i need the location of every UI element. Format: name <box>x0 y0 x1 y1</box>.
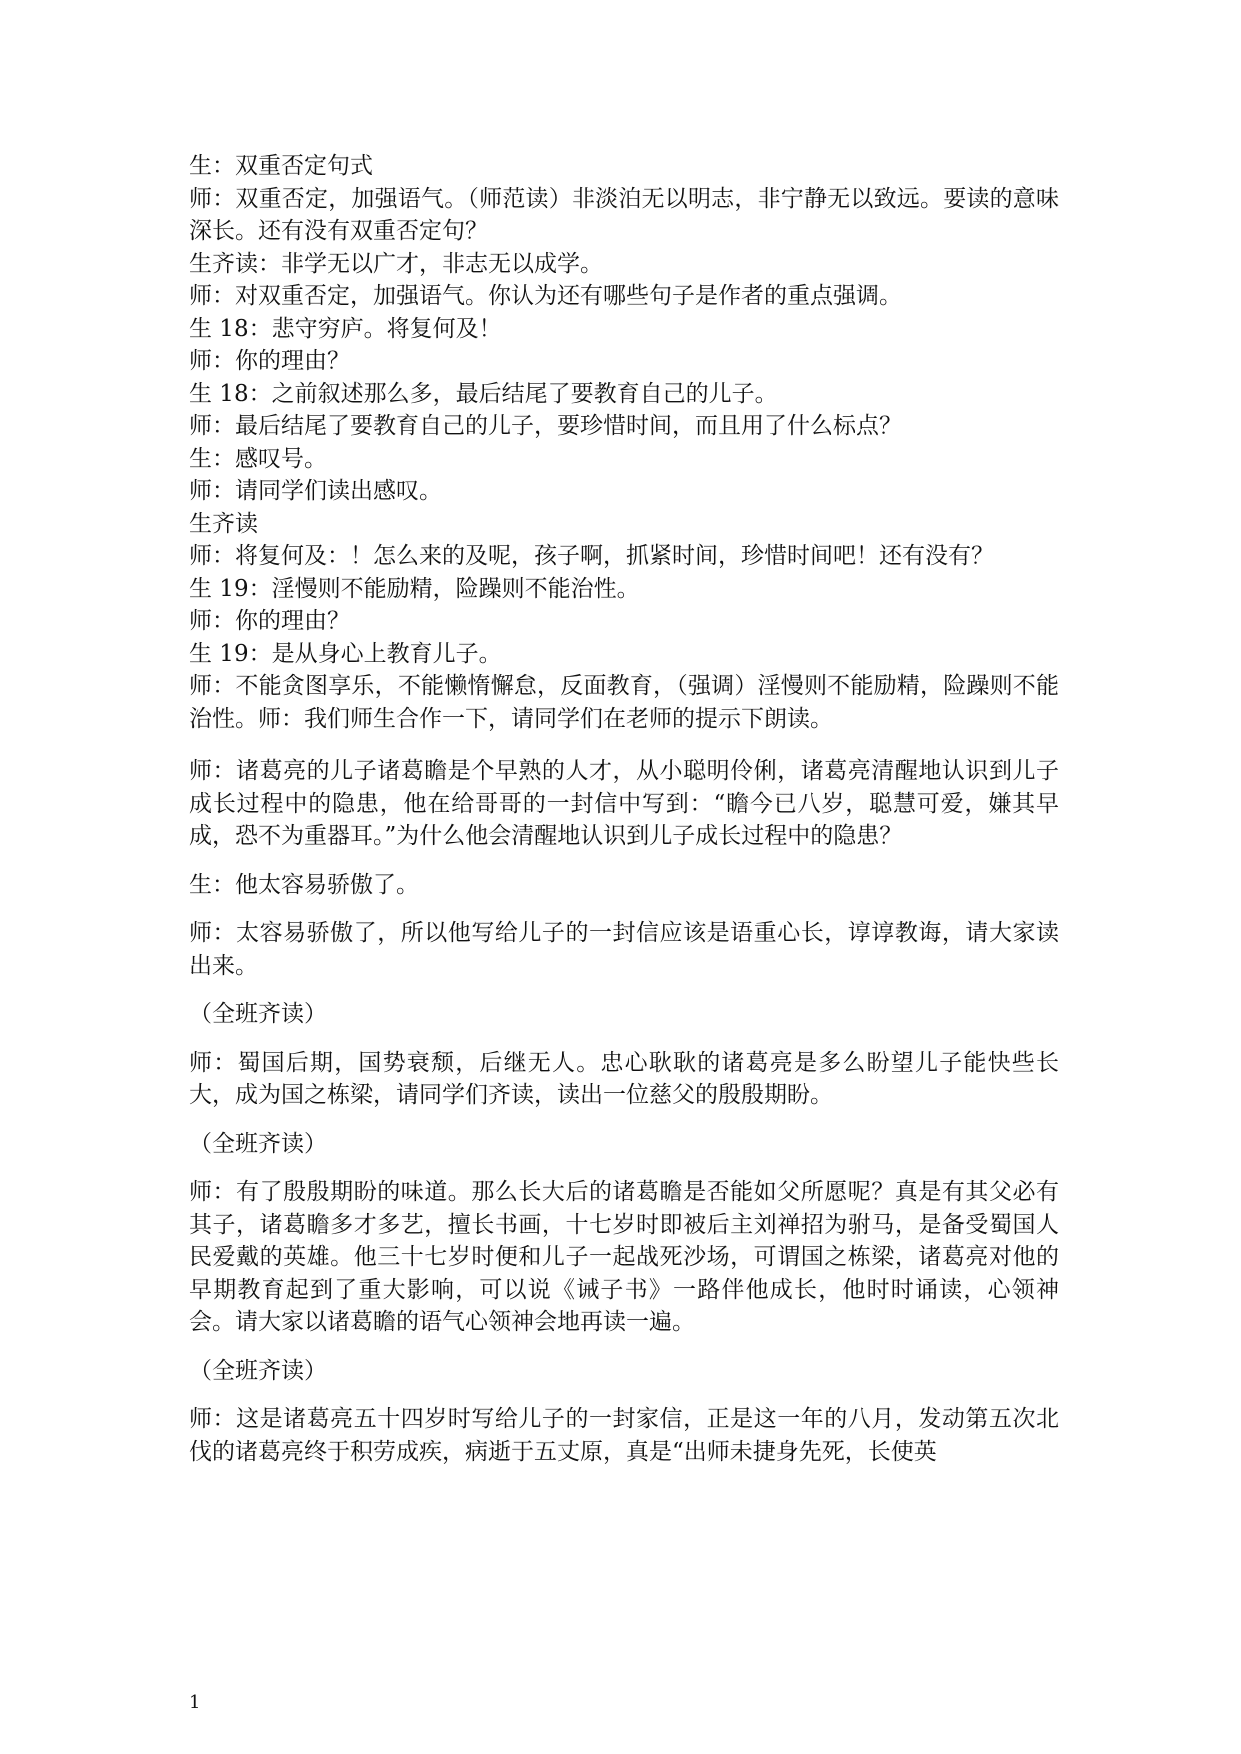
document-body <box>189 150 1059 1468</box>
dialogue-line: 师：你的理由？ <box>189 348 350 374</box>
dialogue-line: 生 19：是从身心上教育儿子。 <box>189 640 502 667</box>
dialogue-line: 师：双重否定，加强语气。（师范读）非淡泊无以明志，非宁静无以致远。要读的意味深长。还有没有双重否定句？ <box>189 185 1059 244</box>
paragraph: 师：有了殷殷期盼的味道。那么长大后的诸葛瞻是否能如父所愿呢？真是有其父必有其子，诸葛瞻多才多艺，擅长书画，十七岁时即被后主刘禅招为驸马，是备受蜀国人民爱戴的英雄。他三十七岁时便和儿子一起战死沙场，可谓国之栋梁，诸葛亮对他的早期教育起到了重大影响，可以说《诫子书》一路伴他成长，他时时诵读，心领神会。请大家以诸葛瞻的语气心领神会地再读一遍。 <box>189 1179 1059 1335</box>
dialogue-line: 师：不能贪图享乐，不能懒惰懈怠，反面教育，（强调）淫慢则不能励精，险躁则不能治性。师：我们师生合作一下，请同学们在老师的提示下朗读。 <box>189 673 1059 732</box>
dialogue-line: 师：对双重否定，加强语气。你认为还有哪些句子是作者的重点强调。 <box>189 283 902 309</box>
paragraph: 生：他太容易骄傲了。 <box>189 871 419 898</box>
dialogue-line: 师：将复何及：！怎么来的及呢，孩子啊，抓紧时间，珍惜时间吧！还有没有？ <box>189 543 994 569</box>
paragraph: 师：这是诸葛亮五十四岁时写给儿子的一封家信，正是这一年的八月，发动第五次北伐的诸葛亮终于积劳成疾，病逝于五丈原，真是“出师未捷身先死，长使英 <box>189 1406 1059 1465</box>
dialogue-line: 生：感叹号。 <box>189 445 327 472</box>
dialogue-line: 师：请同学们读出感叹。 <box>189 478 442 504</box>
page-number: 1 <box>189 1692 201 1713</box>
dialogue-line: 生：双重否定句式 <box>189 153 373 179</box>
dialogue-line: 师：你的理由？ <box>189 608 350 634</box>
paragraph: 师：太容易骄傲了，所以他写给儿子的一封信应该是语重心长，谆谆教诲，请大家读出来。 <box>189 920 1059 979</box>
dialogue-line: 生齐读：非学无以广才，非志无以成学。 <box>189 250 603 277</box>
dialogue-line: 师：最后结尾了要教育自己的儿子，要珍惜时间，而且用了什么标点？ <box>189 413 902 439</box>
paragraph: （全班齐读） <box>189 1357 327 1384</box>
paragraph: 师：诸葛亮的儿子诸葛瞻是个早熟的人才，从小聪明伶俐，诸葛亮清醒地认识到儿子成长过程中的隐患，他在给哥哥的一封信中写到：“瞻今已八岁，聪慧可爱，嫌其早成，恐不为重器耳。”为什么他会清醒地认识到儿子成长过程中的隐患？ <box>189 758 1059 849</box>
dialogue-line: 生齐读 <box>189 510 258 537</box>
paragraph: 师：蜀国后期，国势衰颓，后继无人。忠心耿耿的诸葛亮是多么盼望儿子能快些长大，成为国之栋梁，请同学们齐读，读出一位慈父的殷殷期盼。 <box>189 1049 1059 1108</box>
dialogue-line: 生 18：悲守穷庐。将复何及！ <box>189 315 502 342</box>
dialogue-line: 生 18：之前叙述那么多，最后结尾了要教育自己的儿子。 <box>189 380 778 407</box>
paragraph: （全班齐读） <box>189 1001 327 1027</box>
dialogue-line: 生 19：淫慢则不能励精，险躁则不能治性。 <box>189 575 640 602</box>
paragraph: （全班齐读） <box>189 1130 327 1157</box>
